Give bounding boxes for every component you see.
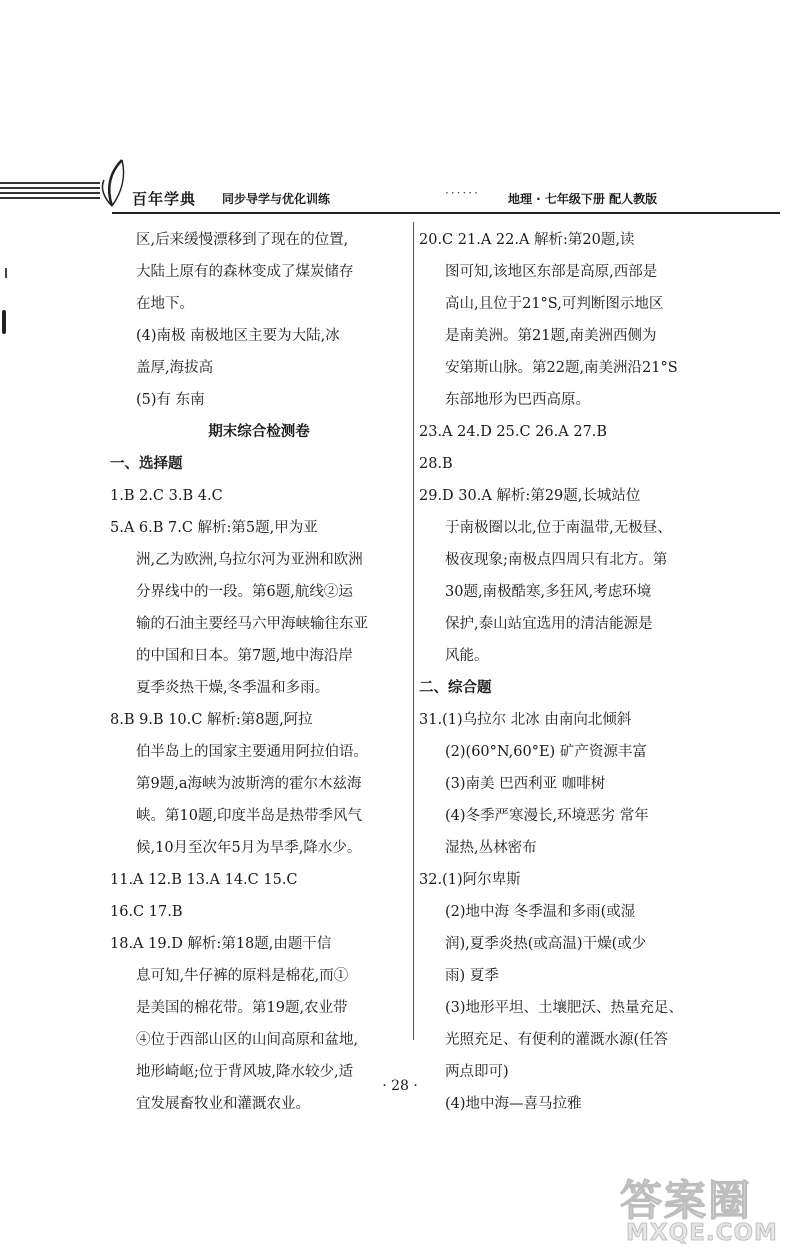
answer-line: 31.(1)乌拉尔 北冰 由南向北倾斜: [419, 712, 632, 728]
answer-line: (4)地中海—喜马拉雅: [445, 1096, 582, 1112]
answer-line: 两点即可): [445, 1064, 509, 1080]
answer-line: (2)地中海 冬季温和多雨(或湿: [445, 904, 636, 920]
answer-line: 分界线中的一段。第6题,航线②运: [136, 584, 353, 600]
answer-line: 是南美洲。第21题,南美洲西侧为: [445, 328, 657, 344]
scan-edge-mark: [2, 310, 6, 334]
answer-line: 盖厚,海拔高: [136, 360, 214, 376]
answer-line: 的中国和日本。第7题,地中海沿岸: [136, 648, 353, 664]
answer-line: 20.C 21.A 22.A 解析:第20题,读: [419, 232, 635, 248]
answer-line: 风能。: [445, 648, 489, 664]
answer-line: 23.A 24.D 25.C 26.A 27.B: [419, 424, 608, 440]
answer-line: (2)(60°N,60°E) 矿产资源丰富: [445, 744, 647, 760]
answer-line: 保护,泰山站宜选用的清洁能源是: [445, 616, 653, 632]
right-answer-column: [419, 224, 789, 1120]
answer-line: 洲,乙为欧洲,乌拉尔河为亚洲和欧洲: [136, 552, 363, 568]
answer-line: 夏季炎热干燥,冬季温和多雨。: [136, 680, 330, 696]
answer-line: 候,10月至次年5月为旱季,降水少。: [136, 840, 362, 856]
book-meta: 地理 · 七年级下册 配人教版: [508, 192, 658, 206]
answer-line: 是美国的棉花带。第19题,农业带: [136, 1000, 348, 1016]
answer-line: 5.A 6.B 7.C 解析:第5题,甲为亚: [110, 520, 318, 536]
answer-line: 区,后来缓慢漂移到了现在的位置,: [136, 232, 349, 248]
left-answer-column: [110, 224, 408, 1120]
watermark-text: 答案圈: [620, 1176, 753, 1225]
answer-line: 于南极圈以北,位于南温带,无极昼、: [445, 520, 672, 536]
answer-line: 峡。第10题,印度半岛是热带季风气: [136, 808, 363, 824]
answer-line: 32.(1)阿尔卑斯: [419, 872, 521, 888]
brand-name: 百年学典: [132, 190, 197, 208]
answer-line: 极夜现象;南极点四周只有北方。第: [445, 552, 668, 568]
page-number: · 28 ·: [382, 1078, 418, 1094]
answer-line: 雨) 夏季: [445, 968, 499, 984]
page-header: [0, 150, 800, 220]
answer-line: 湿热,丛林密布: [445, 840, 537, 856]
answer-line: (4)冬季严寒漫长,环境恶劣 常年: [445, 808, 649, 824]
answer-line: 18.A 19.D 解析:第18题,由题干信: [110, 936, 332, 952]
answer-line: 16.C 17.B: [110, 904, 183, 920]
site-watermark: [620, 1168, 795, 1250]
answer-line: 30题,南极酷寒,多狂风,考虑环境: [445, 584, 652, 600]
section-heading: 二、综合题: [419, 680, 492, 696]
answer-line: 29.D 30.A 解析:第29题,长城站位: [419, 488, 641, 504]
book-subtitle: 同步导学与优化训练: [222, 192, 331, 206]
answer-line: 大陆上原有的森林变成了煤炭储存: [136, 264, 354, 280]
answer-line: 28.B: [419, 456, 453, 472]
header-dots: ······: [445, 186, 480, 200]
answer-line: 伯半岛上的国家主要通用阿拉伯语。: [136, 744, 368, 760]
answer-line: 1.B 2.C 3.B 4.C: [110, 488, 223, 504]
exam-title: 期末综合检测卷: [208, 423, 310, 440]
answer-line: (3)地形平坦、土壤肥沃、热量充足、: [445, 1000, 684, 1016]
scan-edge-mark: [5, 268, 7, 278]
quill-logo-icon: [92, 158, 132, 210]
answer-line: (4)南极 南极地区主要为大陆,冰: [136, 328, 340, 344]
answer-line: 光照充足、有便利的灌溉水源(任答: [445, 1032, 669, 1048]
answer-line: 高山,且位于21°S,可判断图示地区: [445, 296, 664, 312]
watermark-url: MXQE.COM: [626, 1220, 778, 1246]
answer-line: 地形崎岖;位于背风坡,降水较少,适: [136, 1064, 354, 1080]
answer-line: 8.B 9.B 10.C 解析:第8题,阿拉: [110, 712, 313, 728]
answer-line: 第9题,a海峡为波斯湾的霍尔木兹海: [136, 776, 362, 792]
column-divider: [413, 222, 414, 1040]
answer-line: 11.A 12.B 13.A 14.C 15.C: [110, 872, 298, 888]
answer-line: 润),夏季炎热(或高温)干燥(或少: [445, 936, 647, 952]
section-heading: 一、选择题: [110, 456, 183, 472]
answer-line: 宜发展畜牧业和灌溉农业。: [136, 1096, 310, 1112]
answer-line: 息可知,牛仔裤的原料是棉花,而①: [136, 968, 349, 984]
answer-line: (3)南美 巴西利亚 咖啡树: [445, 776, 606, 792]
answer-line: ④位于西部山区的山间高原和盆地,: [136, 1032, 359, 1048]
header-stripes: [0, 182, 100, 204]
answer-line: 图可知,该地区东部是高原,西部是: [445, 264, 658, 280]
header-rule: [112, 212, 780, 214]
answer-line: 输的石油主要经马六甲海峡输往东亚: [136, 616, 368, 632]
answer-line: 安第斯山脉。第22题,南美洲沿21°S: [445, 360, 678, 376]
answer-line: (5)有 东南: [136, 392, 205, 408]
answer-line: 东部地形为巴西高原。: [445, 392, 590, 408]
answer-line: 在地下。: [136, 296, 194, 312]
